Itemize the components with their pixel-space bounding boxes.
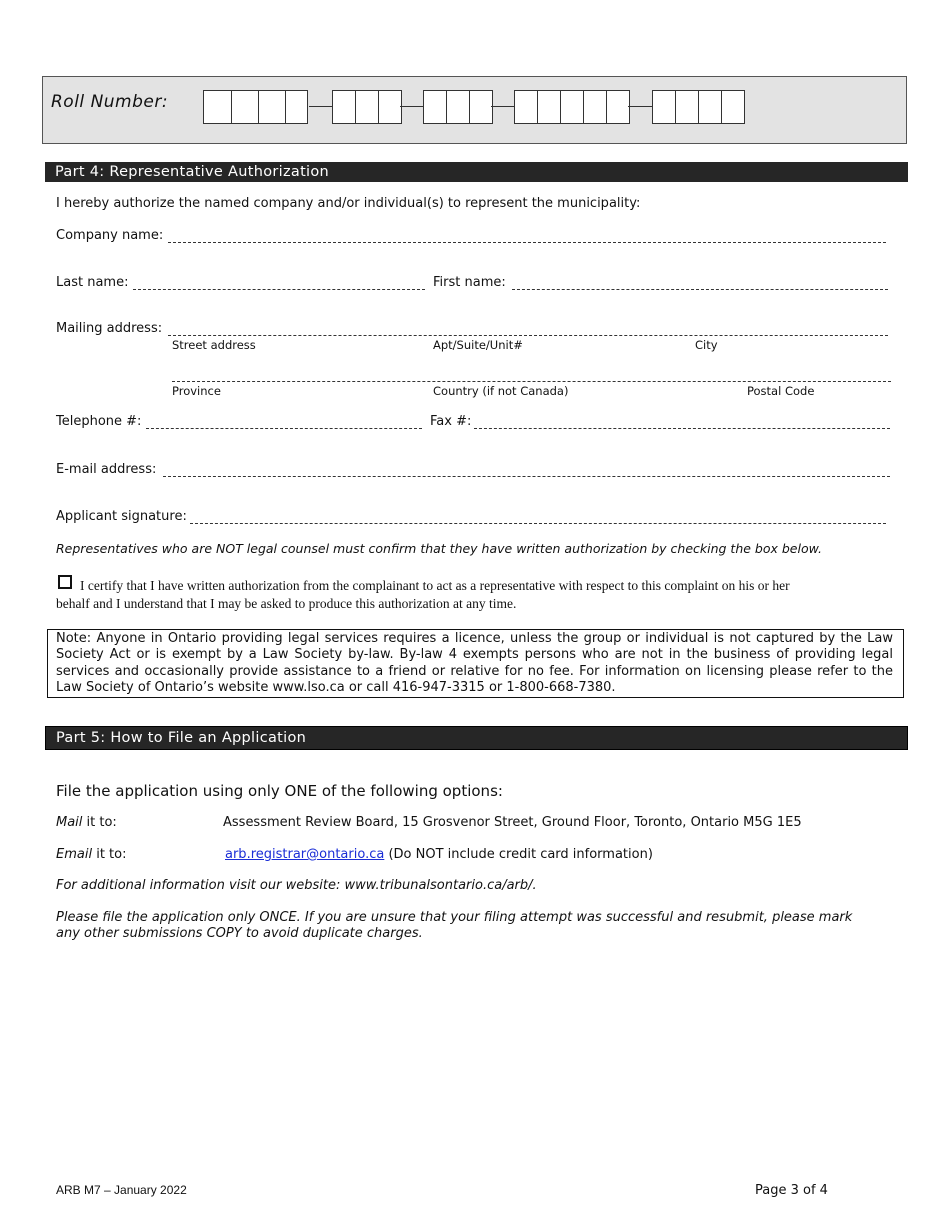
roll-number-group-4 xyxy=(514,90,630,124)
first-name-label: First name: xyxy=(433,275,506,290)
roll-number-box xyxy=(42,76,907,144)
roll-digit-cell[interactable] xyxy=(698,90,722,124)
roll-number-group-3 xyxy=(423,90,493,124)
mail-address: Assessment Review Board, 15 Grosvenor Street, Ground Floor, Toronto, Ontario M5G 1E5 xyxy=(223,815,802,830)
roll-number-group-5 xyxy=(652,90,745,124)
email-note: (Do NOT include credit card information) xyxy=(384,847,653,862)
roll-digit-cell[interactable] xyxy=(332,90,356,124)
email-label-rest: it to: xyxy=(92,847,127,862)
roll-digit-cell[interactable] xyxy=(285,90,308,124)
mailing-address-line1-field[interactable] xyxy=(168,334,888,336)
roll-digit-cell[interactable] xyxy=(652,90,676,124)
file-once-note-line1: Please file the application only ONCE. If you are unsure that your filing attempt was successful and resubmit, please mark xyxy=(56,910,853,925)
applicant-signature-field[interactable] xyxy=(190,522,886,524)
email-option-label xyxy=(56,847,126,862)
roll-digit-cell[interactable] xyxy=(537,90,561,124)
part5-header: Part 5: How to File an Application xyxy=(45,726,908,750)
form-id: ARB M7 – January 2022 xyxy=(56,1183,187,1197)
authorization-checkbox[interactable] xyxy=(58,575,72,589)
roll-digit-cell[interactable] xyxy=(258,90,286,124)
province-label: Province xyxy=(172,384,221,398)
last-name-field[interactable] xyxy=(133,288,425,290)
roll-digit-cell[interactable] xyxy=(446,90,470,124)
roll-digit-cell[interactable] xyxy=(675,90,699,124)
roll-number-group-2 xyxy=(332,90,402,124)
roll-separator xyxy=(491,106,515,107)
city-label: City xyxy=(695,338,718,352)
certify-text-line2: behalf and I understand that I may be asked to produce this authorization at any time. xyxy=(56,596,517,611)
roll-digit-cell[interactable] xyxy=(231,90,259,124)
representatives-note: Representatives who are NOT legal counsel must confirm that they have written authorization by checking the box below. xyxy=(56,541,823,556)
telephone-label: Telephone #: xyxy=(56,414,142,429)
postal-code-label: Postal Code xyxy=(747,384,815,398)
page-number: Page 3 of 4 xyxy=(755,1183,828,1198)
company-name-field[interactable] xyxy=(168,241,886,243)
website-note: For additional information visit our website: www.tribunalsontario.ca/arb/. xyxy=(56,878,537,893)
last-name-label: Last name: xyxy=(56,275,129,290)
country-label: Country (if not Canada) xyxy=(433,384,569,398)
email-address-field[interactable] xyxy=(163,475,890,477)
roll-digit-cell[interactable] xyxy=(606,90,630,124)
apt-suite-label: Apt/Suite/Unit# xyxy=(433,338,523,352)
legal-services-note xyxy=(47,629,904,698)
email-label-em: Email xyxy=(56,847,93,862)
email-link[interactable]: arb.registrar@ontario.ca xyxy=(225,847,385,862)
email-address-label: E-mail address: xyxy=(56,462,157,477)
roll-digit-cell[interactable] xyxy=(721,90,745,124)
telephone-field[interactable] xyxy=(146,427,422,429)
roll-digit-cell[interactable] xyxy=(583,90,607,124)
roll-number-label: Roll Number: xyxy=(51,92,169,112)
roll-digit-cell[interactable] xyxy=(355,90,379,124)
roll-digit-cell[interactable] xyxy=(203,90,232,124)
roll-digit-cell[interactable] xyxy=(469,90,493,124)
part4-header: Part 4: Representative Authorization xyxy=(45,162,908,182)
part5-intro: File the application using only ONE of the following options: xyxy=(56,782,503,800)
certify-text-line1: I certify that I have written authorization from the complainant to act as a representative with respect to this complaint on his or her xyxy=(80,578,790,593)
legal-services-note-text: Note: Anyone in Ontario providing legal services requires a licence, unless the group or individual is not captured by the Law Society Act or is exempt by a Law Society by-law. By-law 4 exempts persons who are not in the business of providing legal services and occasionally provide assistance to a friend or relative for no fee. For information on licensing please refer to the Law Society of Ontario’s website www.lso.ca or call 416-947-3315 or 1-800-668-7380. xyxy=(56,631,893,695)
part4-intro: I hereby authorize the named company and/or individual(s) to represent the municipality: xyxy=(56,196,641,211)
first-name-field[interactable] xyxy=(512,288,888,290)
fax-label: Fax #: xyxy=(430,414,472,429)
mail-option-label xyxy=(56,815,117,830)
roll-separator xyxy=(400,106,424,107)
mail-label-em: Mail xyxy=(56,815,83,830)
roll-number-group-1 xyxy=(203,90,308,124)
mailing-address-line2-field[interactable] xyxy=(172,380,891,382)
roll-digit-cell[interactable] xyxy=(514,90,538,124)
street-address-label: Street address xyxy=(172,338,256,352)
roll-separator xyxy=(628,106,653,107)
applicant-signature-label: Applicant signature: xyxy=(56,509,187,524)
roll-digit-cell[interactable] xyxy=(560,90,584,124)
company-name-label: Company name: xyxy=(56,228,164,243)
fax-field[interactable] xyxy=(474,427,890,429)
mailing-address-label: Mailing address: xyxy=(56,321,163,336)
file-once-note-line2: any other submissions COPY to avoid duplicate charges. xyxy=(56,926,423,941)
roll-digit-cell[interactable] xyxy=(378,90,402,124)
email-option-value xyxy=(225,847,653,862)
roll-digit-cell[interactable] xyxy=(423,90,447,124)
mail-label-rest: it to: xyxy=(82,815,117,830)
roll-separator xyxy=(309,106,333,107)
